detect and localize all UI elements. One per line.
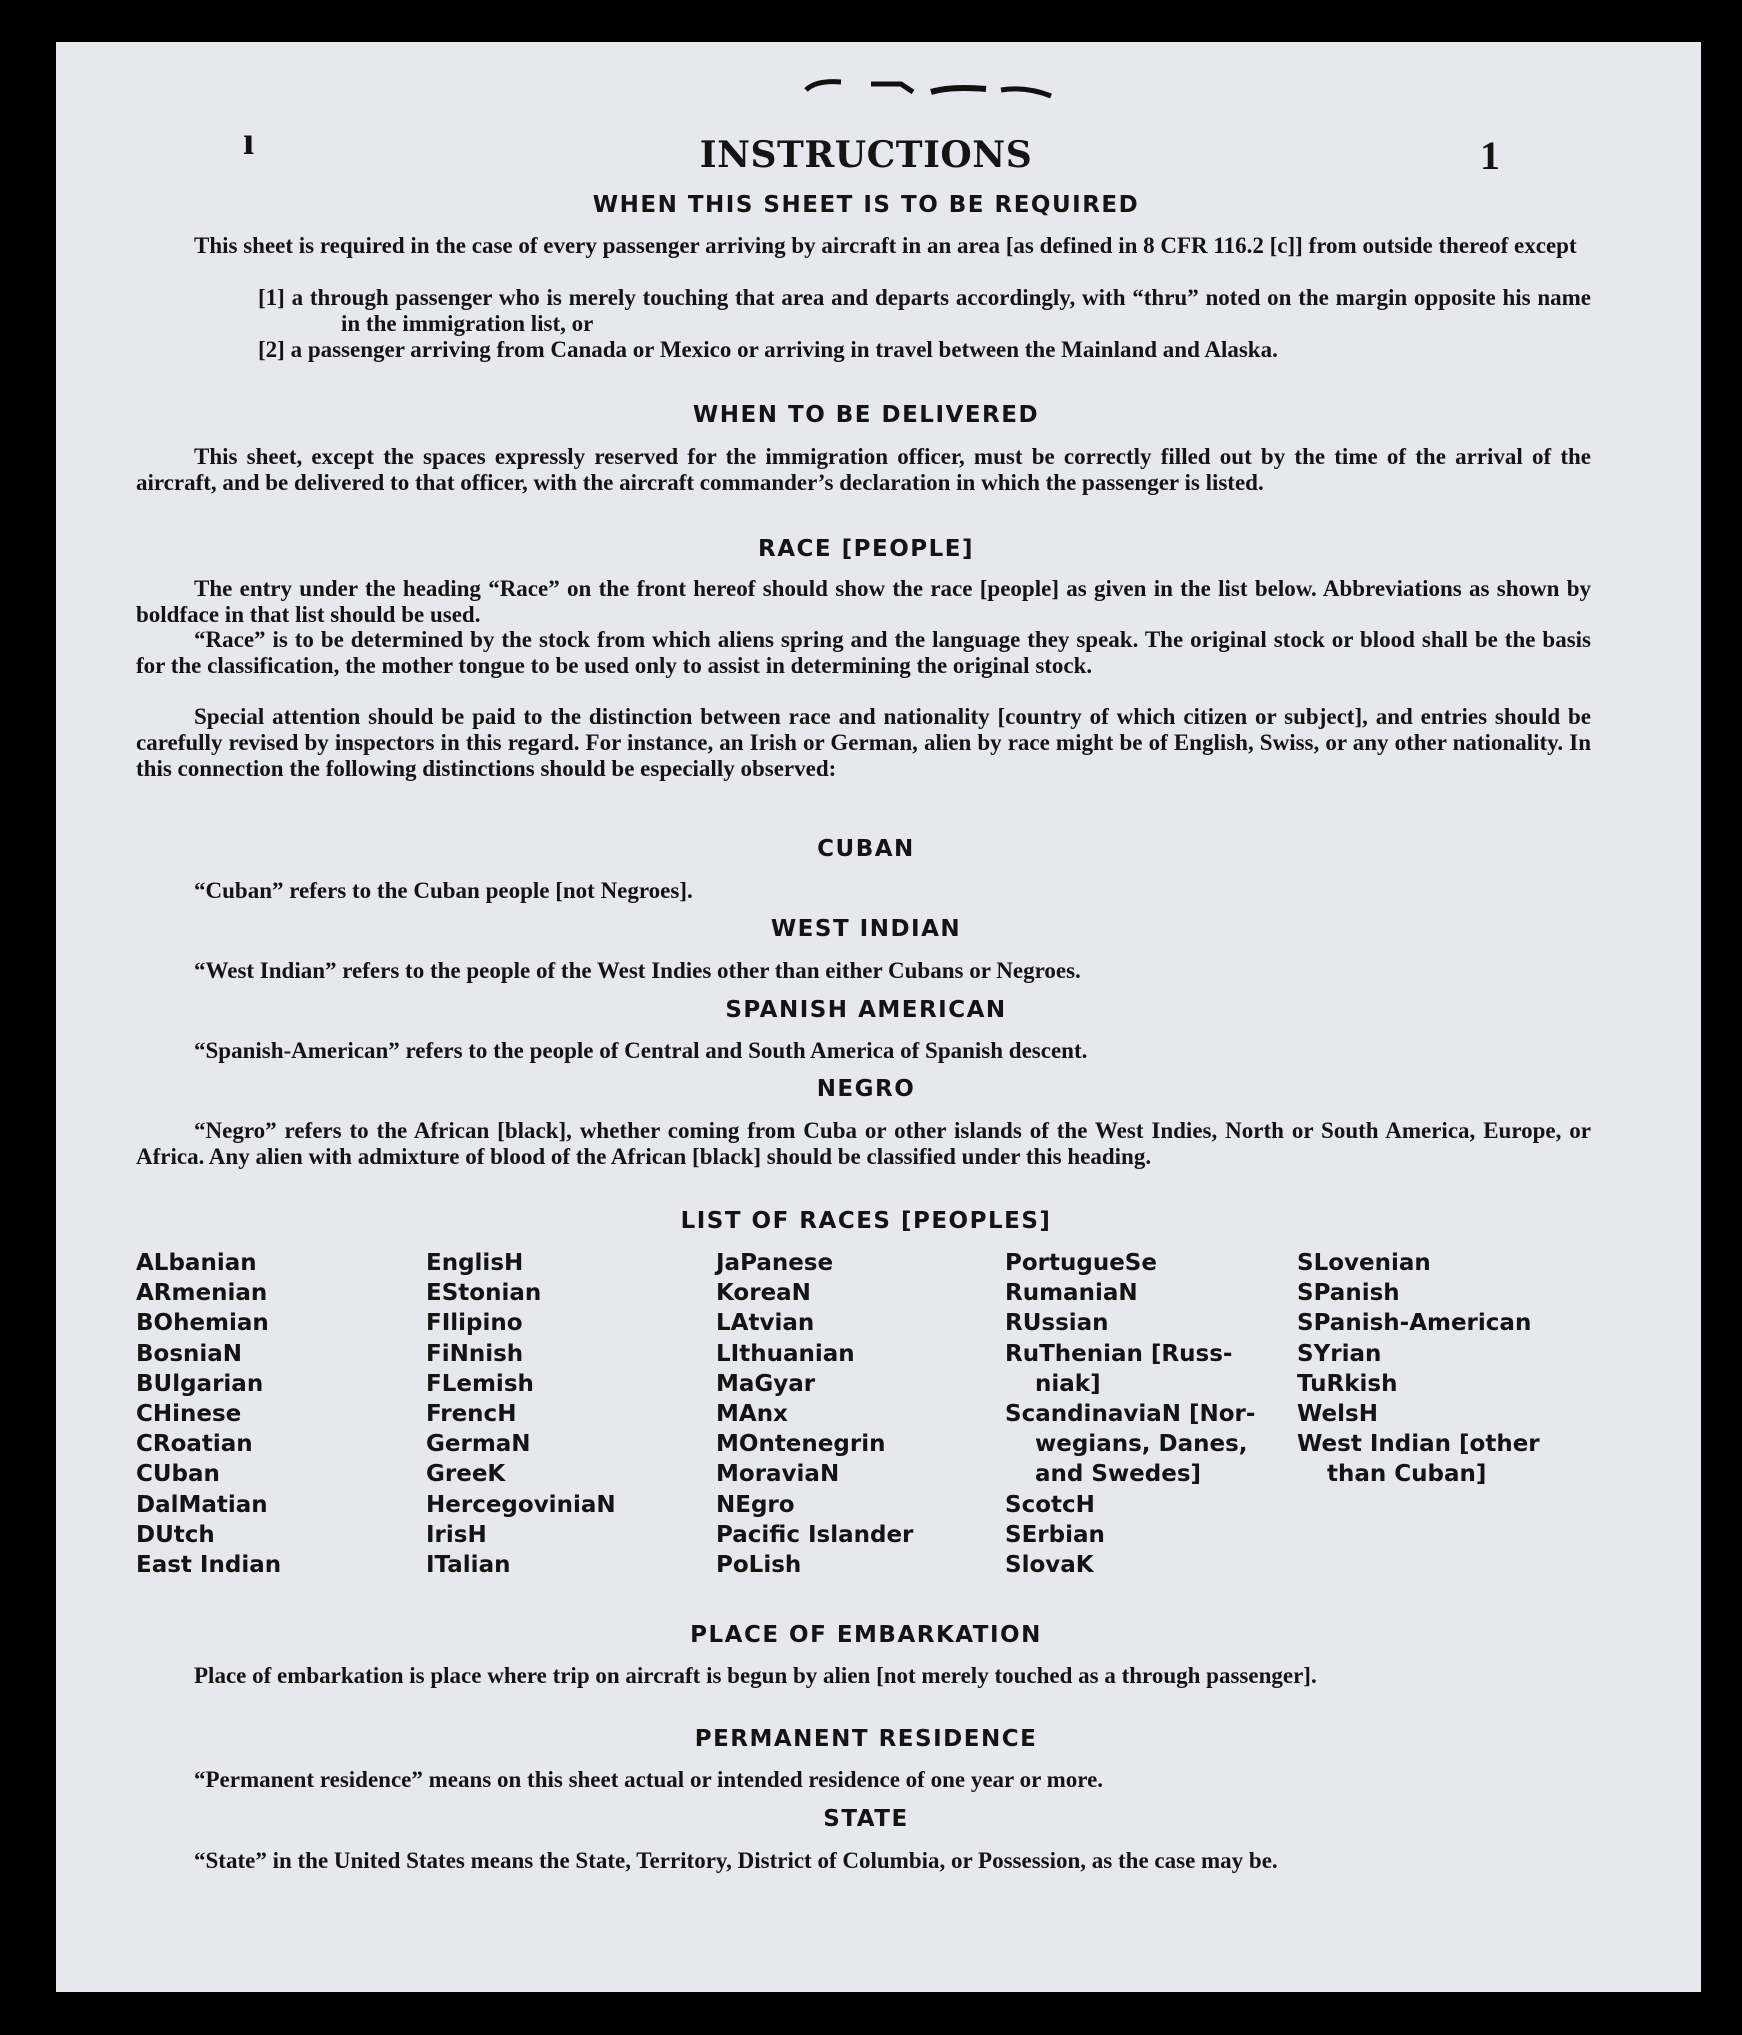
race-item: BOhemian [136, 1310, 269, 1337]
race-item: MOntenegrin [716, 1431, 886, 1458]
race-item: LAtvian [716, 1310, 815, 1337]
cuban-text: “Cuban” refers to the Cuban people [not Negroes]. [194, 878, 693, 903]
race-item: ScandinaviaN [Nor- [1005, 1400, 1256, 1427]
when-required-intro: This sheet is required in the case of every passenger arriving by aircraft in an area [as defined in 8 CFR 116.2 [c]] from outside thereof except [194, 233, 1577, 258]
document-sheet [56, 42, 1701, 1992]
race-item: RuThenian [Russ- [1005, 1340, 1233, 1367]
race-item: GermaN [426, 1431, 531, 1458]
race-paragraph-1: The entry under the heading “Race” on the front hereof should show the race [people] as given in the list below. Abbreviations as shown by boldface in that list should be used. [136, 576, 1591, 627]
race-item: SPanish [1297, 1280, 1400, 1307]
race-item: ALbanian [136, 1250, 257, 1276]
race-item: MoraviaN [716, 1461, 840, 1488]
when-required-item-2: [2] a passenger arriving from Canada or Mexico or arriving in travel between the Mainland and Alaska. [258, 337, 1278, 362]
margin-mark-left: ı [243, 118, 255, 163]
race-item: BUlgarian [136, 1370, 264, 1397]
embarkation-text: Place of embarkation is place where trip on aircraft is begun by alien [not merely touched as a through passenger]. [194, 1663, 1317, 1688]
race-item: ScotcH [1005, 1491, 1095, 1518]
race-item: East Indian [136, 1551, 282, 1578]
heading-race: RACE [PEOPLE] [758, 536, 974, 562]
race-item: FiNnish [426, 1340, 524, 1367]
race-item: EnglisH [426, 1250, 524, 1276]
race-item: CRoatian [136, 1431, 253, 1458]
when-required-item-1: [1] a through passenger who is merely touching that area and departs accordingly, with “thru” noted on the margin opposite his name in the immigration list, or [258, 285, 1591, 336]
margin-mark-right: 1 [1480, 133, 1500, 178]
race-item: SErbian [1005, 1521, 1105, 1548]
race-item: RumaniaN [1005, 1280, 1138, 1307]
heading-when-required: WHEN THIS SHEET IS TO BE REQUIRED [592, 192, 1140, 218]
state-text: “State” in the United States means the State, Territory, District of Columbia, or Possession, as the case may be. [194, 1848, 1278, 1873]
race-column-1 [136, 1248, 281, 1580]
race-item: GreeK [426, 1461, 506, 1488]
heading-list-of-races: LIST OF RACES [PEOPLES] [680, 1208, 1052, 1234]
race-column-4 [1005, 1248, 1255, 1580]
race-item: HercegoviniaN [426, 1491, 616, 1518]
race-item: DUtch [136, 1521, 215, 1548]
race-item: ITalian [426, 1551, 511, 1578]
race-item: IrisH [426, 1521, 487, 1548]
race-item: DalMatian [136, 1491, 268, 1518]
heading-state: STATE [823, 1806, 909, 1832]
race-item: NEgro [716, 1491, 795, 1518]
race-item: wegians, Danes, [1035, 1431, 1248, 1458]
heading-west-indian: WEST INDIAN [770, 916, 962, 942]
race-item: than Cuban] [1327, 1461, 1487, 1488]
race-item: MAnx [716, 1400, 788, 1427]
race-item: LIthuanian [716, 1340, 855, 1367]
race-item: SLovenian [1297, 1250, 1431, 1276]
race-item: niak] [1035, 1370, 1101, 1397]
spanish-american-text: “Spanish-American” refers to the people of Central and South America of Spanish descent. [194, 1038, 1088, 1063]
race-paragraph-3: Special attention should be paid to the distinction between race and nationality [country of which citizen or subject], and entries should be carefully revised by inspectors in this regard. For instance, an Irish or German, alien by race might be of English, Swiss, or any other nationality. In this connection the following distinctions should be especially observed: [136, 704, 1591, 781]
race-column-3 [716, 1248, 913, 1580]
race-column-2 [426, 1248, 616, 1580]
permanent-residence-text: “Permanent residence” means on this sheet actual or intended residence of one year or more. [194, 1767, 1104, 1792]
race-item: FIlipino [426, 1310, 523, 1337]
west-indian-text: “West Indian” refers to the people of the West Indies other than either Cubans or Negroes. [194, 958, 1081, 983]
race-item: TuRkish [1297, 1370, 1398, 1397]
heading-negro: NEGRO [816, 1076, 916, 1102]
heading-permanent-residence: PERMANENT RESIDENCE [694, 1726, 1038, 1752]
heading-when-delivered: WHEN TO BE DELIVERED [692, 402, 1040, 428]
race-item: FLemish [426, 1370, 534, 1397]
race-item: BosniaN [136, 1340, 243, 1367]
negro-text: “Negro” refers to the African [black], whether coming from Cuba or other islands of the West Indies, North or South America, Europe, or Africa. Any alien with admixture of blood of the African [black] should be classified under this heading. [136, 1118, 1591, 1169]
race-item: SYrian [1297, 1340, 1382, 1367]
race-item: MaGyar [716, 1370, 816, 1397]
race-item: PoLish [716, 1551, 802, 1578]
race-item: Pacific Islander [716, 1521, 914, 1548]
race-item: and Swedes] [1035, 1461, 1202, 1488]
race-item: SPanish-American [1297, 1310, 1532, 1337]
race-item: West Indian [other [1297, 1431, 1540, 1458]
race-item: JaPanese [716, 1250, 834, 1276]
handwritten-scribble [801, 62, 1081, 102]
race-item: EStonian [426, 1280, 542, 1307]
race-item: CHinese [136, 1400, 242, 1427]
race-paragraph-2: “Race” is to be determined by the stock from which aliens spring and the language they speak. The original stock or blood shall be the basis for the classification, the mother tongue to be used only to assist in determining the original stock. [136, 627, 1591, 678]
race-item: KoreaN [716, 1280, 811, 1307]
race-item: ARmenian [136, 1280, 268, 1307]
race-item: FrencH [426, 1400, 517, 1427]
race-item: CUban [136, 1461, 220, 1488]
race-item: RUssian [1005, 1310, 1109, 1337]
page-title: INSTRUCTIONS [699, 134, 1033, 176]
race-item: PortugueSe [1005, 1250, 1157, 1276]
race-column-5 [1297, 1248, 1540, 1490]
heading-embarkation: PLACE OF EMBARKATION [690, 1622, 1042, 1648]
heading-cuban: CUBAN [817, 836, 915, 862]
when-delivered-text: This sheet, except the spaces expressly reserved for the immigration officer, must be correctly filled out by the time of the arrival of the aircraft, and be delivered to that officer, with the aircraft commander’s declaration in which the passenger is listed. [136, 444, 1591, 495]
race-item: WelsH [1297, 1400, 1378, 1427]
heading-spanish-american: SPANISH AMERICAN [725, 997, 1007, 1023]
race-item: SlovaK [1005, 1551, 1094, 1578]
